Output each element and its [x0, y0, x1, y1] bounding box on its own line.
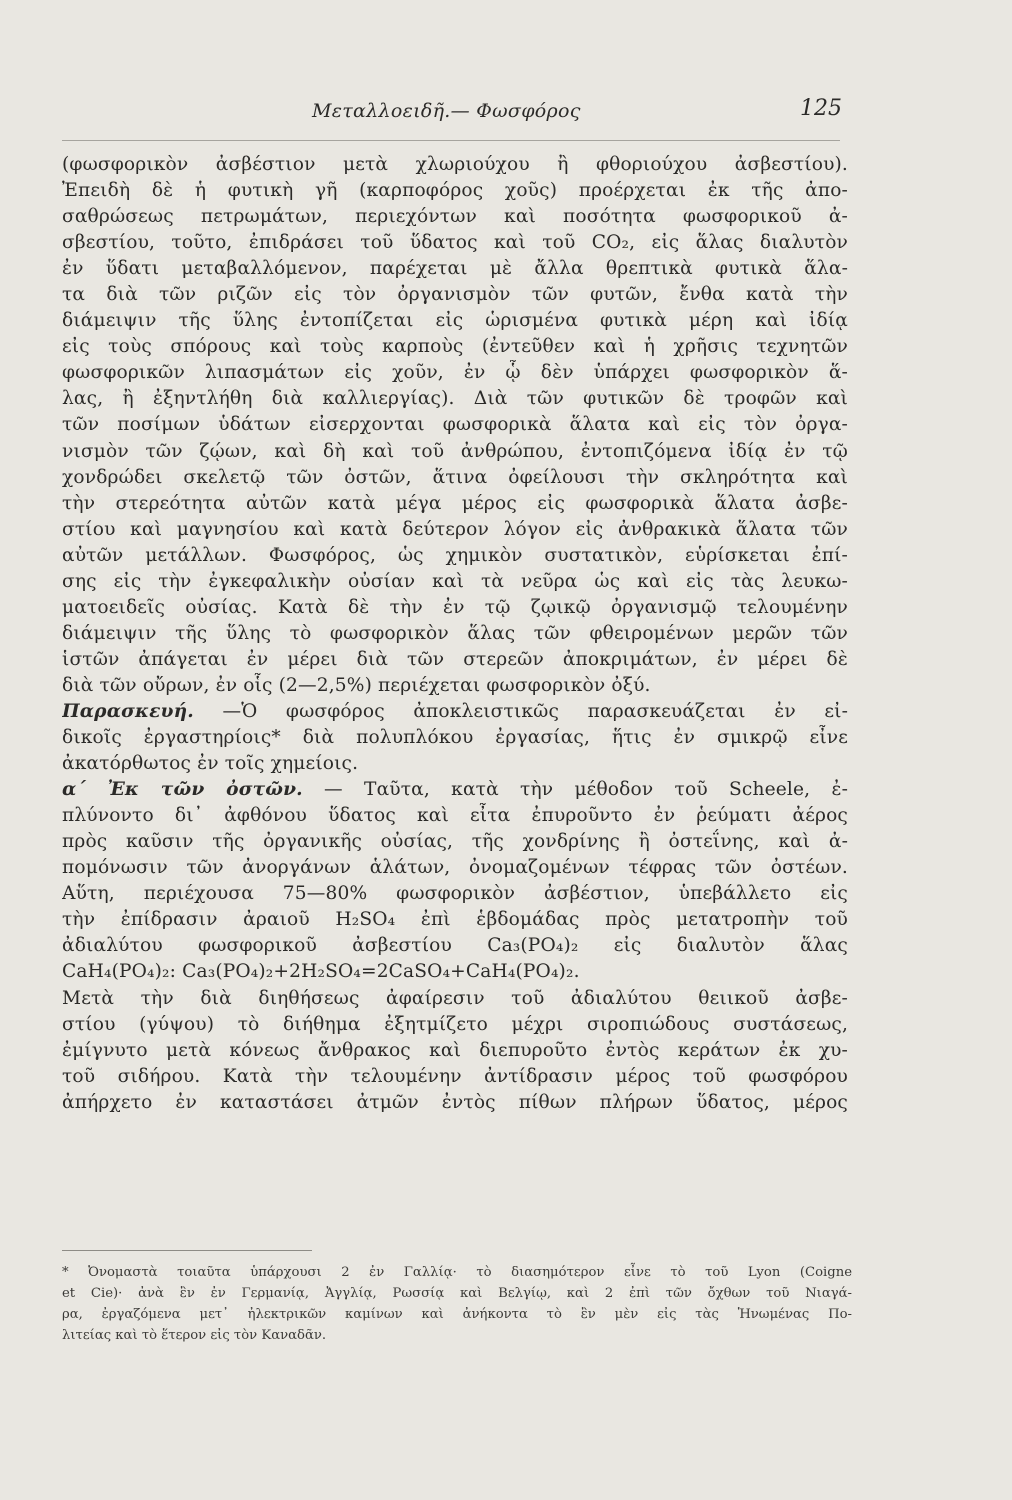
header-rule [62, 140, 840, 141]
page-number: 125 [800, 96, 842, 121]
text-line: δικοῖς ἐργαστηρίοις* διὰ πολυπλόκου ἐργασίας, ἥτις ἐν σμικρῷ εἶνε [62, 727, 848, 749]
text-line: σβεστίου, τοῦτο, ἐπιδράσει τοῦ ὕδατος καὶ τοῦ CO₂, εἰς ἅλας διαλυτὸν [62, 232, 848, 254]
text-line: ἱστῶν ἀπάγεται ἐν μέρει διὰ τῶν στερεῶν ἀποκριμάτων, ἐν μέρει δὲ [62, 648, 848, 670]
chemical-equation: CaH₄(PO₄)₂: Ca₃(PO₄)₂+2H₂SO₄=2CaSO₄+CaH₄(PO₄)₂. [62, 961, 580, 983]
text-line: πρὸς καῦσιν τῆς ὀργανικῆς οὐσίας, τῆς χονδρίνης ἢ ὀστεΐνης, καὶ ἀ- [62, 831, 848, 853]
text-line: Ἐπειδὴ δὲ ἡ φυτικὴ γῆ (καρποφόρος χοῦς) προέρχεται ἐκ τῆς ἀπο- [62, 180, 848, 202]
text-line: στίου (γύψου) τὸ διήθημα ἐξητμίζετο μέχρι σιροπιώδους συστάσεως, [62, 1013, 848, 1035]
footnote-line: et Cie)· ἀνὰ ἓν ἐν Γερμανίᾳ, Ἀγγλίᾳ, Ρωσσίᾳ καὶ Βελγίῳ, καὶ 2 ἐπὶ τῶν ὄχθων τοῦ Νιαγά- [62, 1286, 852, 1301]
text-line: αὐτῶν μετάλλων. Φωσφόρος, ὡς χημικὸν συστατικὸν, εὑρίσκεται ἐπί- [62, 544, 848, 566]
text-line: τοῦ σιδήρου. Κατὰ τὴν τελουμένην ἀντίδρασιν μέρος τοῦ φωσφόρου [62, 1065, 848, 1087]
text-line: ἀδιαλύτου φωσφορικοῦ ἀσβεστίου Ca₃(PO₄)₂ εἰς διαλυτὸν ἅλας [62, 935, 848, 957]
text-line: σαθρώσεως πετρωμάτων, περιεχόντων καὶ ποσότητα φωσφορικοῦ ἀ- [62, 206, 848, 228]
text-run: — Ταῦτα, κατὰ τὴν μέθοδον τοῦ Scheele, ἐ- [324, 779, 848, 801]
footnote-line: * Ὀνομαστὰ τοιαῦτα ὑπάρχουσι 2 ἐν Γαλλίᾳ· τὸ διασημότερον εἶνε τὸ τοῦ Lyon (Coigne [62, 1265, 852, 1280]
text-line: ἀπήρχετο ἐν καταστάσει ἀτμῶν ἐντὸς πίθων πλήρων ὕδατος, μέρος [62, 1091, 848, 1113]
text-line: διάμειψιν τῆς ὕλης ἐντοπίζεται εἰς ὡρισμένα φυτικὰ μέρη καὶ ἰδίᾳ [62, 310, 848, 332]
footnote [62, 1262, 852, 1346]
text-line: φωσφορικῶν λιπασμάτων εἰς χοῦν, ἐν ᾧ δὲν ὑπάρχει φωσφορικὸν ἅ- [62, 362, 848, 384]
text-line: Μετὰ τὴν διὰ διηθήσεως ἀφαίρεσιν τοῦ ἀδιαλύτου θειικοῦ ἀσβε- [62, 987, 848, 1009]
text-line: πομόνωσιν τῶν ἀνοργάνων ἁλάτων, ὀνομαζομένων τέφρας τῶν ὀστέων. [62, 857, 848, 879]
running-head: Μεταλλοειδῆ.— Φωσφόρος [312, 100, 581, 122]
text-line: εἰς τοὺς σπόρους καὶ τοὺς καρποὺς (ἐντεῦθεν καὶ ἡ χρῆσις τεχνητῶν [62, 336, 848, 358]
text-line: ματοειδεῖς οὐσίας. Κατὰ δὲ τὴν ἐν τῷ ζῳικῷ ὀργανισμῷ τελουμένην [62, 596, 848, 618]
text-line: διὰ τῶν οὔρων, ἐν οἷς (2—2,5%) περιέχεται φωσφορικὸν ὀξύ. [62, 674, 651, 696]
text-line: Αὕτη, περιέχουσα 75—80% φωσφορικὸν ἀσβέστιον, ὑπεβάλλετο εἰς [62, 883, 848, 905]
text-line: λας, ἢ ἐξηντλήθη διὰ καλλιεργίας). Διὰ τῶν φυτικῶν δὲ τροφῶν καὶ [62, 388, 848, 410]
text-run: —Ὁ φωσφόρος ἀποκλειστικῶς παρασκευάζεται ἐν εἰ- [222, 700, 848, 722]
body-text [62, 152, 848, 1116]
text-line: διάμειψιν τῆς ὕλης τὸ φωσφορικὸν ἅλας τῶν φθειρομένων μερῶν τῶν [62, 622, 848, 644]
text-line: τὴν στερεότητα αὐτῶν κατὰ μέγα μέρος εἰς φωσφορικὰ ἅλατα ἀσβε- [62, 492, 848, 514]
page-header [62, 92, 842, 132]
paragraph-preparation-first-line [62, 699, 848, 725]
text-line: χονδρώδει σκελετῷ τῶν ὀστῶν, ἅτινα ὀφείλουσι τὴν σκληρότητα καὶ [62, 466, 848, 488]
text-line: στίου καὶ μαγνησίου καὶ κατὰ δεύτερον λόγον εἰς ἀνθρακικὰ ἅλατα τῶν [62, 518, 848, 540]
text-line: νισμὸν τῶν ζῴων, καὶ δὴ καὶ τοῦ ἀνθρώπου, ἐντοπιζόμενα ἰδίᾳ ἐν τῷ [62, 440, 848, 462]
text-line: τὴν ἐπίδρασιν ἀραιοῦ H₂SO₄ ἐπὶ ἑβδομάδας πρὸς μετατροπὴν τοῦ [62, 909, 848, 931]
text-line: (φωσφορικὸν ἀσβέστιον μετὰ χλωριούχου ἢ φθοριούχου ἀσβεστίου). [62, 154, 848, 175]
text-line: τῶν ποσίμων ὑδάτων εἰσερχονται φωσφορικὰ ἅλατα καὶ εἰς τὸν ὀργα- [62, 414, 848, 436]
section-heading-preparation: Παρασκευή. [62, 700, 194, 722]
footnote-line: λιτείας καὶ τὸ ἕτερον εἰς τὸν Καναδᾶν. [62, 1328, 327, 1343]
footnote-line: ρα, ἐργαζόμενα μετ᾽ ἠλεκτρικῶν καμίνων καὶ ἀνήκοντα τὸ ἓν μὲν εἰς τὰς Ἡνωμένας Πο- [62, 1307, 852, 1322]
text-line: ἐν ὕδατι μεταβαλλόμενον, παρέχεται μὲ ἄλλα θρεπτικὰ φυτικὰ ἅλα- [62, 258, 848, 280]
text-line: ἀκατόρθωτος ἐν τοῖς χημείοις. [62, 753, 359, 775]
paragraph-bones-first-line [62, 777, 848, 803]
text-line: τα διὰ τῶν ριζῶν εἰς τὸν ὀργανισμὸν τῶν φυτῶν, ἔνθα κατὰ τὴν [62, 284, 848, 306]
footnote-rule [62, 1250, 312, 1251]
text-line: πλύνοντο δι᾽ ἀφθόνου ὕδατος καὶ εἶτα ἐπυροῦντο ἐν ῥεύματι ἀέρος [62, 805, 848, 827]
section-heading-from-bones: α΄ Ἐκ τῶν ὀστῶν. [62, 779, 303, 801]
text-line: σης εἰς τὴν ἐγκεφαλικὴν οὐσίαν καὶ τὰ νεῦρα ὡς καὶ εἰς τὰς λευκω- [62, 570, 848, 592]
text-line: ἐμίγνυτο μετὰ κόνεως ἄνθρακος καὶ διεπυροῦτο ἐντὸς κεράτων ἐκ χυ- [62, 1039, 848, 1061]
